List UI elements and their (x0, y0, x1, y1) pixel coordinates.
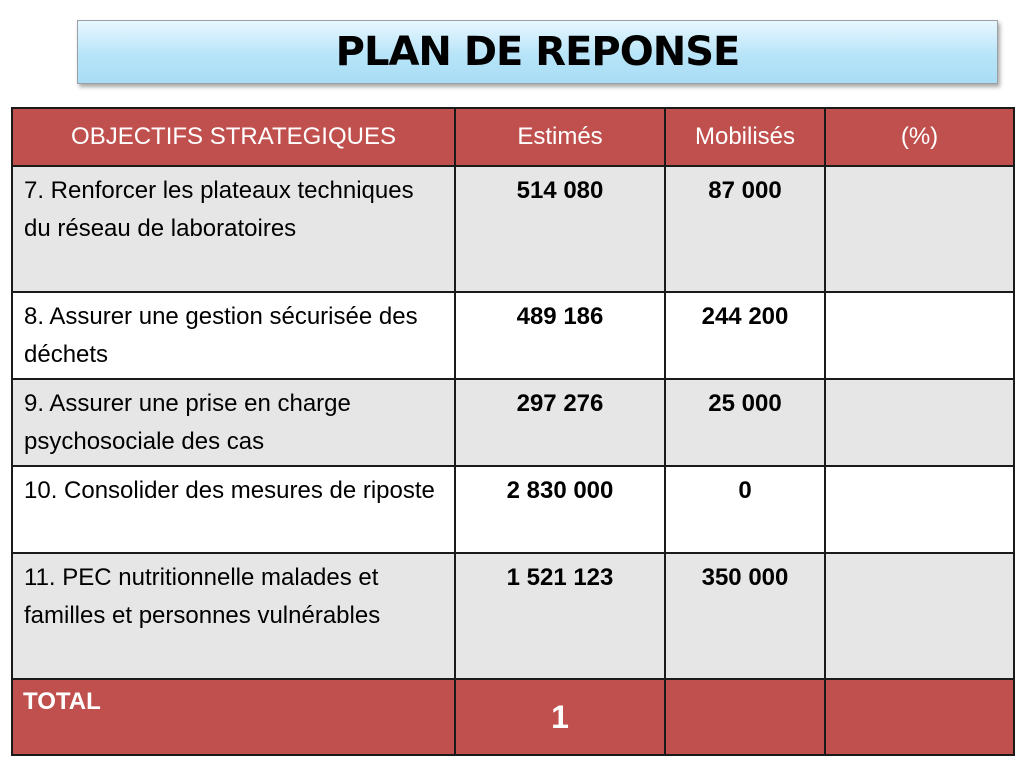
percent-cell (825, 553, 1014, 679)
percent-cell (825, 379, 1014, 466)
objective-cell: 7. Renforcer les plateaux techniques du réseau de laboratoires (12, 166, 455, 292)
estimes-cell: 297 276 (455, 379, 665, 466)
estimes-cell: 2 830 000 (455, 466, 665, 553)
header-percent: (%) (825, 108, 1014, 166)
percent-cell (825, 466, 1014, 553)
header-estimes: Estimés (455, 108, 665, 166)
total-row (12, 679, 1014, 755)
title-box (77, 20, 998, 84)
estimes-cell: 1 521 123 (455, 553, 665, 679)
total-percent (825, 679, 1014, 755)
mobilises-cell: 25 000 (665, 379, 825, 466)
total-mobilises (665, 679, 825, 755)
mobilises-cell: 244 200 (665, 292, 825, 379)
mobilises-cell: 350 000 (665, 553, 825, 679)
plan-table (11, 107, 1015, 756)
header-mobilises: Mobilisés (665, 108, 825, 166)
total-estimes: 1 (455, 679, 665, 755)
table-header-row (12, 108, 1014, 166)
table-row (12, 166, 1014, 292)
table-row (12, 553, 1014, 679)
objective-cell: 8. Assurer une gestion sécurisée des déchets (12, 292, 455, 379)
table-row (12, 379, 1014, 466)
percent-cell (825, 166, 1014, 292)
objective-cell: 10. Consolider des mesures de riposte (12, 466, 455, 553)
header-objectives: OBJECTIFS STRATEGIQUES (12, 108, 455, 166)
table-row (12, 466, 1014, 553)
mobilises-cell: 0 (665, 466, 825, 553)
mobilises-cell: 87 000 (665, 166, 825, 292)
objective-cell: 9. Assurer une prise en charge psychosociale des cas (12, 379, 455, 466)
estimes-cell: 489 186 (455, 292, 665, 379)
objective-cell: 11. PEC nutritionnelle malades et familles et personnes vulnérables (12, 553, 455, 679)
total-label: TOTAL (12, 679, 455, 755)
estimes-cell: 514 080 (455, 166, 665, 292)
page-title: PLAN DE REPONSE (335, 29, 740, 75)
table-row (12, 292, 1014, 379)
percent-cell (825, 292, 1014, 379)
